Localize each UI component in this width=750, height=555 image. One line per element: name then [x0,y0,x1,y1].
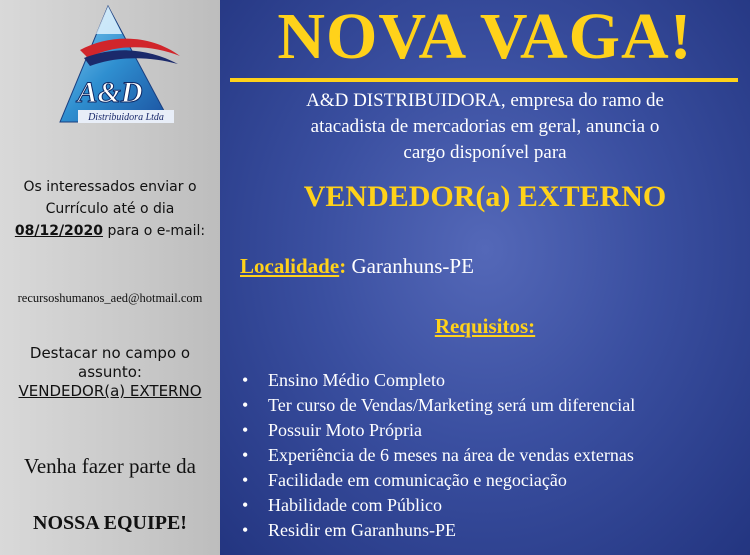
list-item: • Residir em Garanhuns-PE [240,518,635,543]
list-item: • Facilidade em comunicação e negociação [240,468,635,493]
subject-line: Destacar no campo o [29,344,191,362]
location-label: Localidade [240,254,340,278]
job-panel [220,0,750,555]
logo-tagline: Distribuidora Ltda [88,112,164,123]
contact-email: recursoshumanos_aed@hotmail.com [17,291,203,305]
subject-instructions [0,344,220,401]
list-item: • Possuir Moto Própria [240,418,635,443]
pyramid-top-highlight [96,6,122,34]
headline-underline [230,78,738,82]
deadline-line [0,220,220,242]
headline: NOVA VAGA! [277,0,693,73]
requirements-title: Requisitos: [434,314,536,338]
location-value: Garanhuns-PE [346,254,474,278]
deadline-suffix: para o e-mail: [103,223,206,239]
description-line: A&D DISTRIBUIDORA, empresa do ramo de [306,90,664,111]
list-item: • Ter curso de Vendas/Marketing será um diferencial [240,393,635,418]
invite-text: Venha fazer parte da [24,454,196,478]
list-item: • Ensino Médio Completo [240,368,635,393]
deadline-date: 08/12/2020 [14,223,104,239]
location-colon: : [339,254,347,278]
company-description [230,88,740,166]
company-logo [40,4,190,129]
team-text: NOSSA EQUIPE! [33,512,187,534]
description-line: atacadista de mercadorias em geral, anuncia o [310,116,660,137]
list-item: • Experiência de 6 meses na área de vendas externas [240,443,635,468]
logo-initials: A&D [77,76,143,109]
instruction-line: Os interessados enviar o [23,179,197,195]
sidebar-panel [0,0,221,555]
subject-value: VENDEDOR(a) EXTERNO [18,382,202,400]
requirements-list [240,368,635,543]
subject-line: assunto: [78,363,142,381]
instruction-line: Currículo até o dia [45,201,175,217]
apply-instructions [0,176,220,242]
job-role: VENDEDOR(a) EXTERNO [303,180,667,213]
description-line: cargo disponível para [403,142,567,163]
list-item: • Habilidade com Público [240,493,635,518]
location [240,254,474,279]
